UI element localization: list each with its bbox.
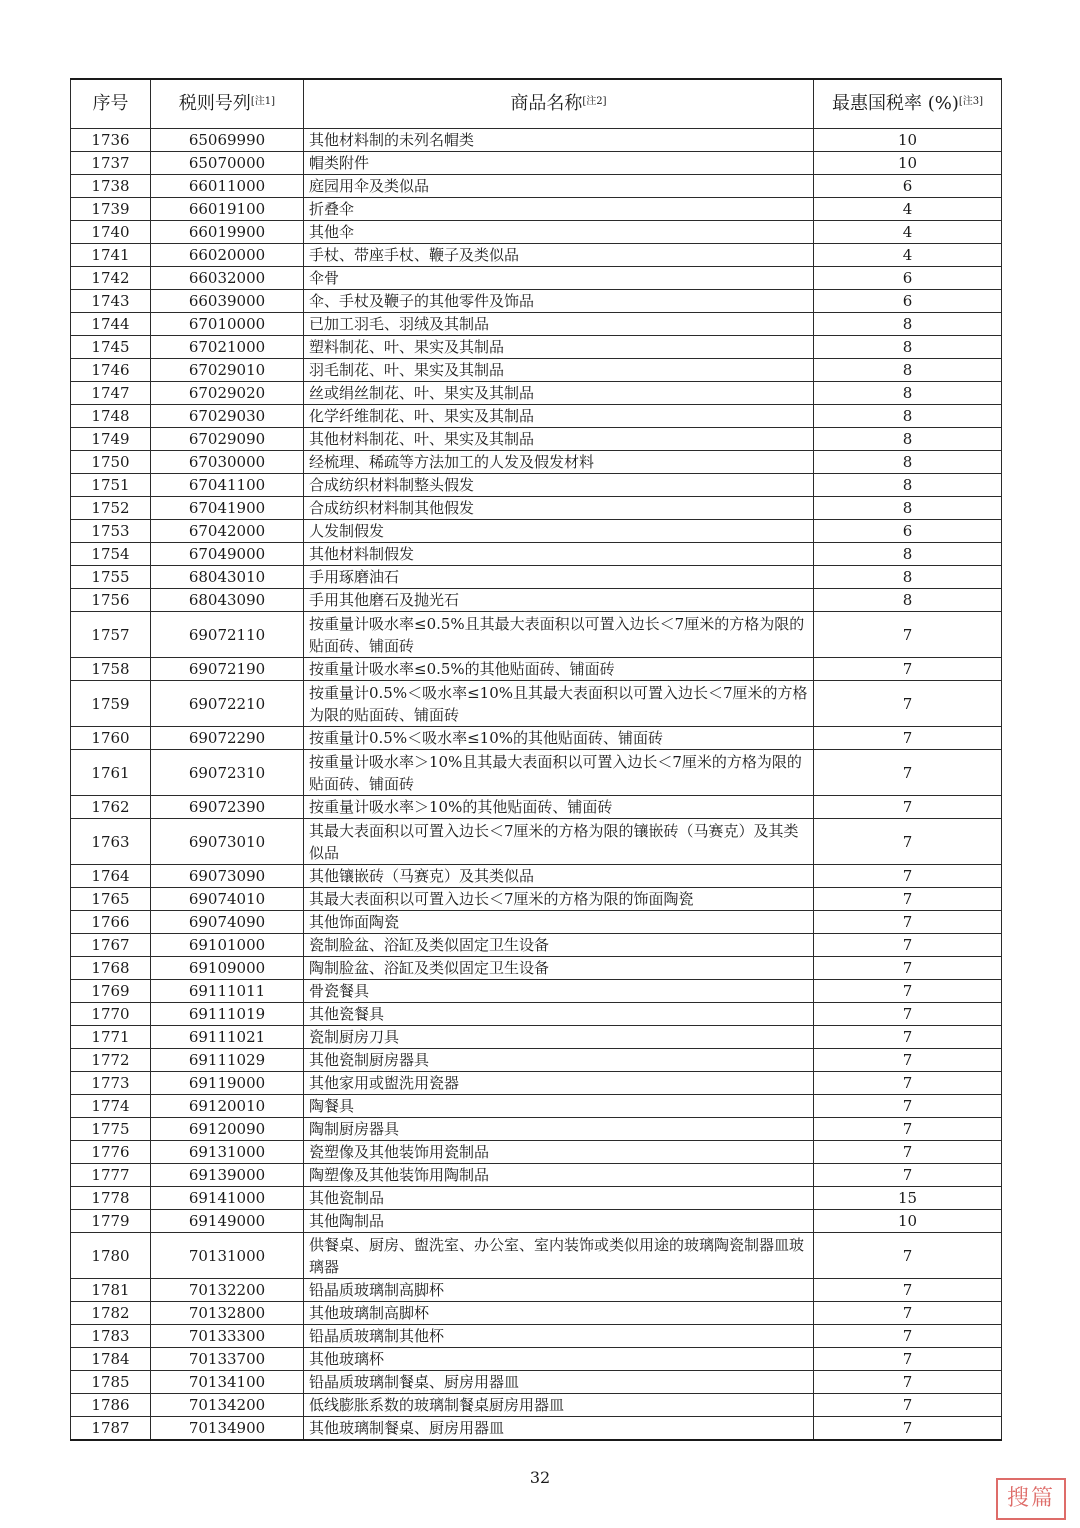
table-row [71,267,1002,290]
cell-code: 69111011 [151,980,304,1003]
cell-code: 70134200 [151,1394,304,1417]
cell-seq: 1745 [71,336,151,359]
cell-code: 70134100 [151,1371,304,1394]
cell-code: 69073010 [151,819,304,865]
cell-name: 其他陶制品 [304,1210,814,1233]
cell-seq: 1741 [71,244,151,267]
cell-seq: 1783 [71,1325,151,1348]
cell-seq: 1764 [71,865,151,888]
table-row [71,1187,1002,1210]
table-row [71,865,1002,888]
cell-seq: 1784 [71,1348,151,1371]
cell-rate: 7 [814,1371,1002,1394]
table-row [71,727,1002,750]
cell-name: 其他镶嵌砖（马赛克）及其类似品 [304,865,814,888]
cell-rate: 7 [814,1095,1002,1118]
table-body [71,129,1002,1441]
table-row [71,658,1002,681]
cell-code: 69111019 [151,1003,304,1026]
table-row [71,359,1002,382]
cell-code: 69072390 [151,796,304,819]
table-row [71,750,1002,796]
cell-seq: 1763 [71,819,151,865]
cell-seq: 1747 [71,382,151,405]
cell-rate: 4 [814,244,1002,267]
cell-rate: 7 [814,727,1002,750]
cell-rate: 8 [814,405,1002,428]
cell-name: 手杖、带座手杖、鞭子及类似品 [304,244,814,267]
table-row [71,681,1002,727]
cell-code: 65069990 [151,129,304,152]
cell-code: 69074010 [151,888,304,911]
cell-code: 67029010 [151,359,304,382]
cell-rate: 7 [814,1233,1002,1279]
cell-name: 铅晶质玻璃制高脚杯 [304,1279,814,1302]
cell-seq: 1773 [71,1072,151,1095]
cell-seq: 1762 [71,796,151,819]
header-code: 税则号列[注1] [151,79,304,129]
cell-name: 陶塑像及其他装饰用陶制品 [304,1164,814,1187]
cell-code: 69131000 [151,1141,304,1164]
table-row [71,1141,1002,1164]
cell-code: 69120090 [151,1118,304,1141]
cell-name: 手用其他磨石及抛光石 [304,589,814,612]
cell-seq: 1775 [71,1118,151,1141]
cell-seq: 1774 [71,1095,151,1118]
cell-rate: 7 [814,888,1002,911]
table-row [71,336,1002,359]
cell-code: 66019100 [151,198,304,221]
cell-code: 68043090 [151,589,304,612]
cell-rate: 7 [814,819,1002,865]
cell-name: 其他材料制花、叶、果实及其制品 [304,428,814,451]
cell-rate: 8 [814,589,1002,612]
cell-rate: 8 [814,359,1002,382]
cell-name: 铅晶质玻璃制餐桌、厨房用器皿 [304,1371,814,1394]
cell-code: 69119000 [151,1072,304,1095]
tariff-table-container [70,78,1001,1441]
cell-rate: 7 [814,750,1002,796]
cell-seq: 1761 [71,750,151,796]
cell-rate: 7 [814,934,1002,957]
table-row [71,888,1002,911]
cell-code: 67042000 [151,520,304,543]
cell-name: 瓷制厨房刀具 [304,1026,814,1049]
cell-code: 69073090 [151,865,304,888]
cell-code: 69101000 [151,934,304,957]
table-row [71,198,1002,221]
cell-name: 其他瓷制厨房器具 [304,1049,814,1072]
table-row [71,1348,1002,1371]
cell-name: 合成纺织材料制整头假发 [304,474,814,497]
cell-rate: 7 [814,681,1002,727]
table-row [71,589,1002,612]
cell-rate: 7 [814,1003,1002,1026]
table-row [71,129,1002,152]
cell-seq: 1785 [71,1371,151,1394]
cell-seq: 1749 [71,428,151,451]
cell-seq: 1765 [71,888,151,911]
cell-rate: 7 [814,1394,1002,1417]
cell-rate: 8 [814,566,1002,589]
cell-rate: 15 [814,1187,1002,1210]
cell-name: 其最大表面积以可置入边长＜7厘米的方格为限的饰面陶瓷 [304,888,814,911]
cell-seq: 1740 [71,221,151,244]
cell-seq: 1746 [71,359,151,382]
cell-code: 70133700 [151,1348,304,1371]
cell-code: 69149000 [151,1210,304,1233]
cell-code: 70131000 [151,1233,304,1279]
cell-seq: 1751 [71,474,151,497]
cell-name: 伞、手杖及鞭子的其他零件及饰品 [304,290,814,313]
cell-rate: 7 [814,1141,1002,1164]
cell-code: 69111029 [151,1049,304,1072]
table-row [71,980,1002,1003]
page-number: 32 [529,1468,551,1487]
header-rate-note: [注3] [958,96,984,107]
header-name: 商品名称[注2] [304,79,814,129]
table-row [71,313,1002,336]
cell-name: 折叠伞 [304,198,814,221]
cell-name: 其他瓷制品 [304,1187,814,1210]
cell-seq: 1776 [71,1141,151,1164]
cell-code: 69072290 [151,727,304,750]
cell-seq: 1752 [71,497,151,520]
cell-rate: 8 [814,382,1002,405]
cell-code: 69111021 [151,1026,304,1049]
cell-rate: 8 [814,543,1002,566]
cell-code: 66039000 [151,290,304,313]
table-row [71,1026,1002,1049]
watermark-stamp: 搜篇 [996,1478,1066,1520]
cell-code: 69120010 [151,1095,304,1118]
cell-seq: 1782 [71,1302,151,1325]
cell-name: 已加工羽毛、羽绒及其制品 [304,313,814,336]
tariff-table [70,78,1002,1441]
table-row [71,957,1002,980]
cell-code: 70132800 [151,1302,304,1325]
cell-name: 骨瓷餐具 [304,980,814,1003]
table-row [71,1302,1002,1325]
cell-name: 陶制脸盆、浴缸及类似固定卫生设备 [304,957,814,980]
table-row [71,520,1002,543]
table-row [71,1279,1002,1302]
cell-code: 70134900 [151,1417,304,1441]
table-row [71,543,1002,566]
table-row [71,1049,1002,1072]
cell-name: 羽毛制花、叶、果实及其制品 [304,359,814,382]
table-row [71,497,1002,520]
cell-code: 68043010 [151,566,304,589]
cell-seq: 1756 [71,589,151,612]
table-row [71,405,1002,428]
cell-name: 陶制厨房器具 [304,1118,814,1141]
cell-rate: 8 [814,474,1002,497]
table-row [71,819,1002,865]
table-row [71,612,1002,658]
table-row [71,290,1002,313]
table-row [71,451,1002,474]
cell-name: 其他材料制的未列名帽类 [304,129,814,152]
cell-name: 其最大表面积以可置入边长＜7厘米的方格为限的镶嵌砖（马赛克）及其类似品 [304,819,814,865]
table-row [71,911,1002,934]
cell-rate: 7 [814,1164,1002,1187]
cell-name: 铅晶质玻璃制其他杯 [304,1325,814,1348]
cell-rate: 10 [814,129,1002,152]
cell-seq: 1778 [71,1187,151,1210]
cell-seq: 1750 [71,451,151,474]
cell-seq: 1743 [71,290,151,313]
cell-name: 其他材料制假发 [304,543,814,566]
table-row [71,1118,1002,1141]
cell-name: 伞骨 [304,267,814,290]
cell-seq: 1777 [71,1164,151,1187]
cell-code: 66020000 [151,244,304,267]
cell-seq: 1754 [71,543,151,566]
cell-seq: 1767 [71,934,151,957]
cell-rate: 6 [814,520,1002,543]
cell-seq: 1755 [71,566,151,589]
cell-code: 66011000 [151,175,304,198]
cell-rate: 8 [814,497,1002,520]
cell-seq: 1779 [71,1210,151,1233]
cell-seq: 1738 [71,175,151,198]
header-rate: 最惠国税率 (%)[注3] [814,79,1002,129]
cell-name: 按重量计0.5%＜吸水率≤10%的其他贴面砖、铺面砖 [304,727,814,750]
cell-rate: 7 [814,1049,1002,1072]
cell-rate: 6 [814,175,1002,198]
cell-seq: 1759 [71,681,151,727]
table-header-row [71,79,1002,129]
table-row [71,1003,1002,1026]
cell-rate: 7 [814,980,1002,1003]
cell-name: 陶餐具 [304,1095,814,1118]
table-row [71,428,1002,451]
cell-rate: 7 [814,658,1002,681]
cell-rate: 8 [814,451,1002,474]
cell-seq: 1760 [71,727,151,750]
cell-rate: 8 [814,336,1002,359]
cell-rate: 7 [814,796,1002,819]
cell-seq: 1786 [71,1394,151,1417]
cell-name: 人发制假发 [304,520,814,543]
cell-code: 69072110 [151,612,304,658]
cell-name: 合成纺织材料制其他假发 [304,497,814,520]
cell-seq: 1769 [71,980,151,1003]
cell-code: 69072210 [151,681,304,727]
cell-name: 按重量计吸水率＞10%且其最大表面积以可置入边长＜7厘米的方格为限的贴面砖、铺面砖 [304,750,814,796]
cell-rate: 7 [814,865,1002,888]
cell-seq: 1780 [71,1233,151,1279]
cell-code: 70132200 [151,1279,304,1302]
cell-code: 70133300 [151,1325,304,1348]
cell-name: 塑料制花、叶、果实及其制品 [304,336,814,359]
cell-code: 66019900 [151,221,304,244]
cell-seq: 1781 [71,1279,151,1302]
cell-name: 按重量计0.5%＜吸水率≤10%且其最大表面积以可置入边长＜7厘米的方格为限的贴面砖、铺面砖 [304,681,814,727]
table-row [71,1417,1002,1441]
cell-rate: 10 [814,1210,1002,1233]
header-seq: 序号 [71,79,151,129]
table-row [71,474,1002,497]
table-row [71,175,1002,198]
table-row [71,1394,1002,1417]
cell-name: 其他玻璃杯 [304,1348,814,1371]
cell-code: 67030000 [151,451,304,474]
cell-rate: 7 [814,911,1002,934]
cell-name: 化学纤维制花、叶、果实及其制品 [304,405,814,428]
cell-rate: 7 [814,1072,1002,1095]
cell-seq: 1742 [71,267,151,290]
cell-seq: 1753 [71,520,151,543]
cell-seq: 1758 [71,658,151,681]
cell-rate: 7 [814,1325,1002,1348]
cell-seq: 1772 [71,1049,151,1072]
cell-name: 帽类附件 [304,152,814,175]
cell-seq: 1768 [71,957,151,980]
cell-seq: 1748 [71,405,151,428]
table-row [71,221,1002,244]
cell-name: 手用琢磨油石 [304,566,814,589]
cell-name: 经梳理、稀疏等方法加工的人发及假发材料 [304,451,814,474]
cell-code: 67029030 [151,405,304,428]
cell-name: 其他家用或盥洗用瓷器 [304,1072,814,1095]
cell-code: 67010000 [151,313,304,336]
cell-name: 丝或绢丝制花、叶、果实及其制品 [304,382,814,405]
cell-rate: 7 [814,612,1002,658]
cell-code: 69139000 [151,1164,304,1187]
cell-seq: 1737 [71,152,151,175]
cell-name: 其他饰面陶瓷 [304,911,814,934]
cell-rate: 7 [814,957,1002,980]
cell-rate: 8 [814,428,1002,451]
cell-rate: 4 [814,221,1002,244]
cell-name: 其他玻璃制餐桌、厨房用器皿 [304,1417,814,1441]
cell-code: 69109000 [151,957,304,980]
table-row [71,244,1002,267]
table-row [71,152,1002,175]
cell-seq: 1736 [71,129,151,152]
cell-seq: 1766 [71,911,151,934]
table-row [71,1095,1002,1118]
cell-name: 按重量计吸水率＞10%的其他贴面砖、铺面砖 [304,796,814,819]
cell-rate: 7 [814,1417,1002,1441]
table-row [71,1072,1002,1095]
table-row [71,566,1002,589]
cell-code: 66032000 [151,267,304,290]
cell-rate: 6 [814,267,1002,290]
cell-rate: 8 [814,313,1002,336]
cell-seq: 1770 [71,1003,151,1026]
cell-rate: 6 [814,290,1002,313]
table-row [71,1164,1002,1187]
cell-code: 67029090 [151,428,304,451]
cell-seq: 1744 [71,313,151,336]
cell-seq: 1739 [71,198,151,221]
table-row [71,1233,1002,1279]
cell-name: 按重量计吸水率≤0.5%的其他贴面砖、铺面砖 [304,658,814,681]
table-row [71,382,1002,405]
cell-code: 69074090 [151,911,304,934]
cell-code: 67029020 [151,382,304,405]
cell-name: 其他伞 [304,221,814,244]
cell-code: 69141000 [151,1187,304,1210]
cell-rate: 7 [814,1026,1002,1049]
table-row [71,1210,1002,1233]
cell-code: 69072310 [151,750,304,796]
cell-name: 按重量计吸水率≤0.5%且其最大表面积以可置入边长＜7厘米的方格为限的贴面砖、铺面砖 [304,612,814,658]
cell-rate: 10 [814,152,1002,175]
header-code-note: [注1] [250,96,276,107]
header-name-note: [注2] [582,96,607,107]
cell-code: 67041100 [151,474,304,497]
table-row [71,934,1002,957]
cell-rate: 7 [814,1279,1002,1302]
table-row [71,1325,1002,1348]
cell-rate: 7 [814,1302,1002,1325]
cell-seq: 1787 [71,1417,151,1441]
cell-name: 其他玻璃制高脚杯 [304,1302,814,1325]
cell-code: 67021000 [151,336,304,359]
cell-name: 庭园用伞及类似品 [304,175,814,198]
table-row [71,1371,1002,1394]
cell-name: 其他瓷餐具 [304,1003,814,1026]
cell-rate: 7 [814,1118,1002,1141]
cell-rate: 7 [814,1348,1002,1371]
cell-rate: 4 [814,198,1002,221]
cell-name: 瓷塑像及其他装饰用瓷制品 [304,1141,814,1164]
cell-name: 低线膨胀系数的玻璃制餐桌厨房用器皿 [304,1394,814,1417]
cell-code: 69072190 [151,658,304,681]
table-row [71,796,1002,819]
cell-seq: 1757 [71,612,151,658]
cell-seq: 1771 [71,1026,151,1049]
cell-code: 67041900 [151,497,304,520]
cell-name: 供餐桌、厨房、盥洗室、办公室、室内装饰或类似用途的玻璃陶瓷制器皿玻璃器 [304,1233,814,1279]
cell-name: 瓷制脸盆、浴缸及类似固定卫生设备 [304,934,814,957]
cell-code: 65070000 [151,152,304,175]
cell-code: 67049000 [151,543,304,566]
